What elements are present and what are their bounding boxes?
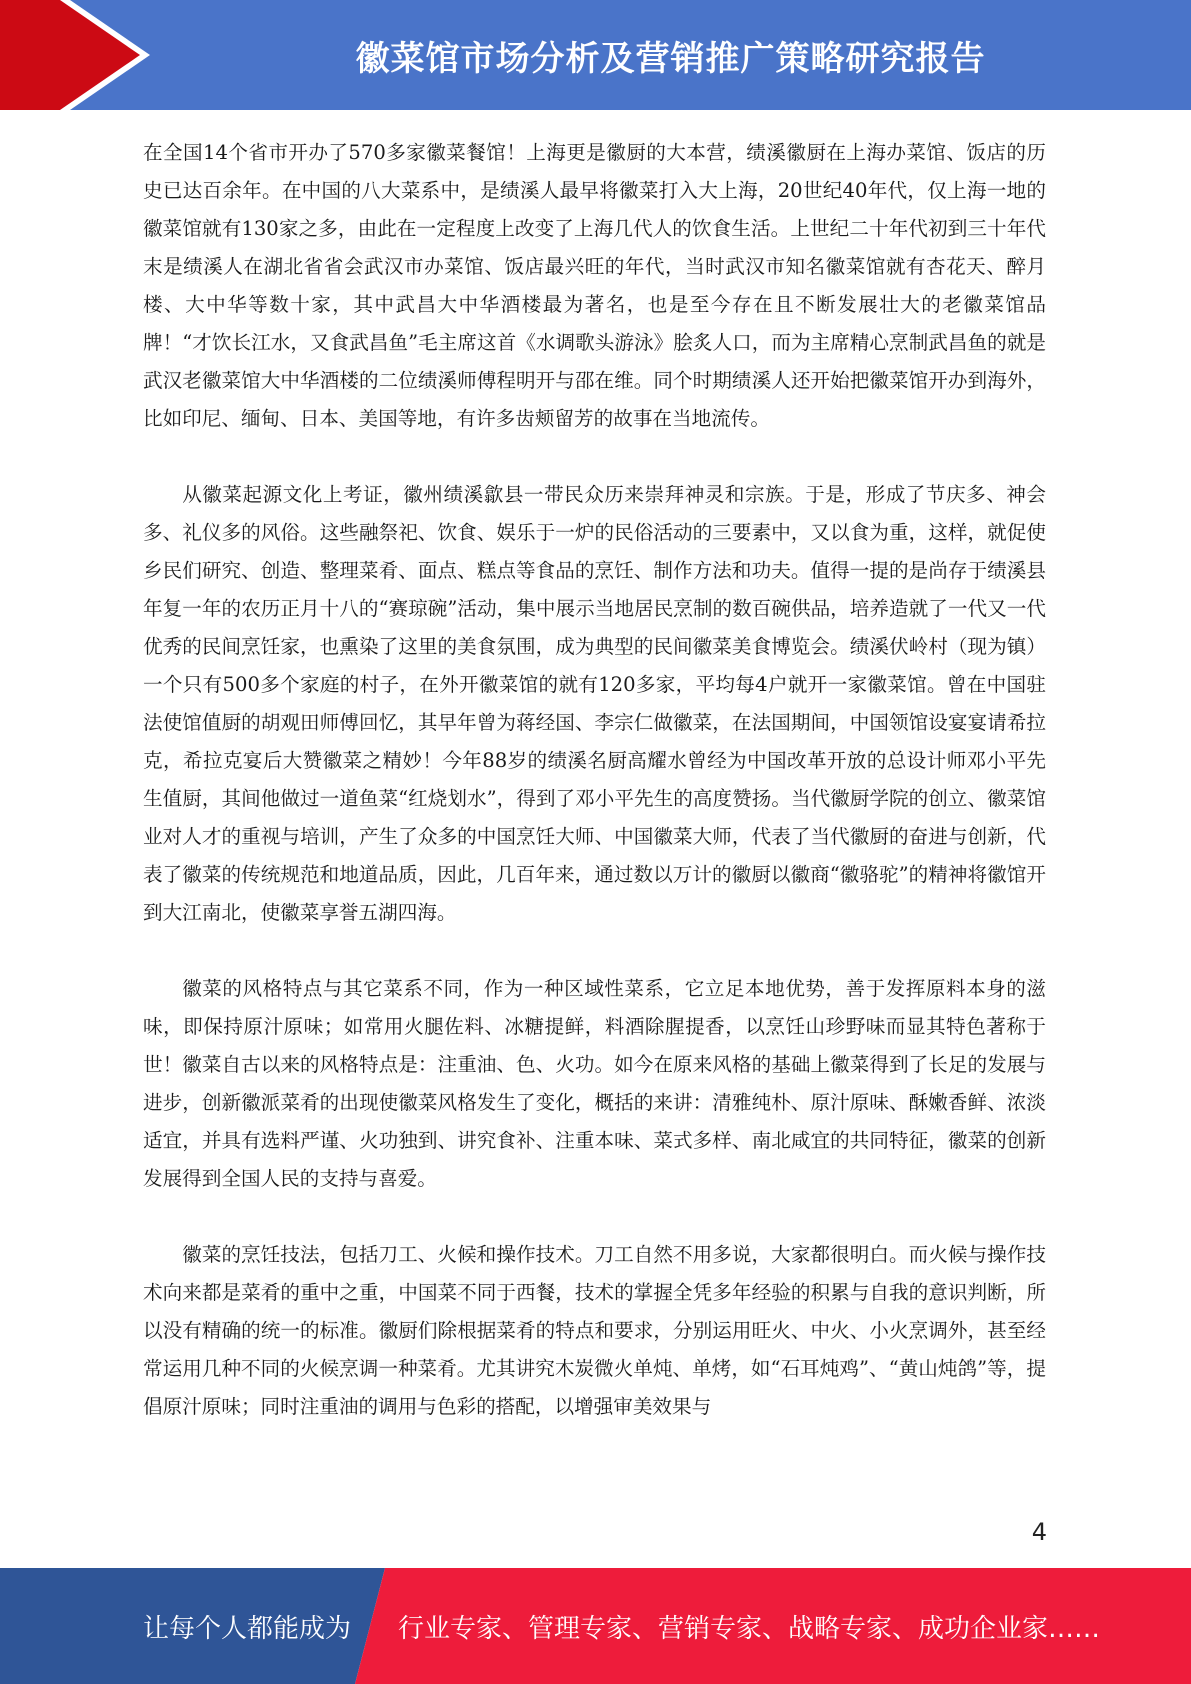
footer-slogan-left: 让每个人都能成为 <box>143 1613 352 1644</box>
report-title: 徽菜馆市场分析及营销推广策略研究报告 <box>355 38 986 79</box>
paragraph-2: 从徽菜起源文化上考证，徽州绩溪歙县一带民众历来崇拜神灵和宗族。于是，形成了节庆多、神会多、礼仪多的风俗。这些融祭祀、饮食、娱乐于一炉的民俗活动的三要素中，又以食为重，这样，就促使乡民们研究、创造、整理菜肴、面点、糕点等食品的烹饪、制作方法和功夫。值得一提的是尚存于绩溪县年复一年的农历正月十八的“赛琼碗”活动，集中展示当地居民烹制的数百碗供品，培养造就了一代又一代优秀的民间烹饪家，也熏染了这里的美食氛围，成为典型的民间徽菜美食博览会。绩溪伏岭村（现为镇）一个只有500多个家庭的村子，在外开徽菜馆的就有120多家，平均每4户就开一家徽菜馆。曾在中国驻法使馆值厨的胡观田师傅回忆，其早年曾为蒋经国、李宗仁做徽菜，在法国期间，中国领馆设宴宴请希拉克，希拉克宴后大赞徽菜之精妙！今年88岁的绩溪名厨高耀水曾经为中国改革开放的总设计师邓小平先生值厨，其间他做过一道鱼菜“红烧划水”，得到了邓小平先生的高度赞扬。当代徽厨学院的创立、徽菜馆业对人才的重视与培训，产生了众多的中国烹饪大师、中国徽菜大师，代表了当代徽厨的奋进与创新，代表了徽菜的传统规范和地道品质，因此，几百年来，通过数以万计的徽厨以徽商“徽骆驼”的精神将徽馆开到大江南北，使徽菜享誉五湖四海。 <box>143 483 1046 924</box>
footer-slogan-right: 行业专家、管理专家、营销专家、战略专家、成功企业家…… <box>398 1613 1101 1644</box>
page-footer <box>0 1568 1191 1684</box>
paragraph-1: 在全国14个省市开办了570多家徽菜餐馆！上海更是徽厨的大本营，绩溪徽厨在上海办菜馆、饭店的历史已达百余年。在中国的八大菜系中，是绩溪人最早将徽菜打入大上海，20世纪40年代，仅上海一地的徽菜馆就有130家之多，由此在一定程度上改变了上海几代人的饮食生活。上世纪二十年代初到三十年代末是绩溪人在湖北省省会武汉市办菜馆、饭店最兴旺的年代，当时武汉市知名徽菜馆就有杏花天、醉月楼、大中华等数十家，其中武昌大中华酒楼最为著名，也是至今存在且不断发展壮大的老徽菜馆品牌！“才饮长江水，又食武昌鱼”毛主席这首《水调歌头游泳》脍炙人口，而为主席精心烹制武昌鱼的就是武汉老徽菜馆大中华酒楼的二位绩溪师傅程明开与邵在维。同个时期绩溪人还开始把徽菜馆开办到海外，比如印尼、缅甸、日本、美国等地，有许多齿颊留芳的故事在当地流传。 <box>143 141 1046 430</box>
arrow-chevron-icon <box>0 0 160 110</box>
page-header <box>0 0 1191 110</box>
page-number: 4 <box>1031 1518 1047 1546</box>
document-body <box>143 134 1046 1426</box>
paragraph-4: 徽菜的烹饪技法，包括刀工、火候和操作技术。刀工自然不用多说，大家都很明白。而火候与操作技术向来都是菜肴的重中之重，中国菜不同于西餐，技术的掌握全凭多年经验的积累与自我的意识判断，所以没有精确的统一的标准。徽厨们除根据菜肴的特点和要求，分别运用旺火、中火、小火烹调外，甚至经常运用几种不同的火候烹调一种菜肴。尤其讲究木炭微火单炖、单烤，如“石耳炖鸡”、“黄山炖鸽”等，提倡原汁原味；同时注重油的调用与色彩的搭配，以增强审美效果与 <box>143 1243 1046 1418</box>
paragraph-3: 徽菜的风格特点与其它菜系不同，作为一种区域性菜系，它立足本地优势，善于发挥原料本身的滋味，即保持原汁原味；如常用火腿佐料、冰糖提鲜，料酒除腥提香，以烹饪山珍野味而显其特色著称于世！徽菜自古以来的风格特点是：注重油、色、火功。如今在原来风格的基础上徽菜得到了长足的发展与进步，创新徽派菜肴的出现使徽菜风格发生了变化，概括的来讲：清雅纯朴、原汁原味、酥嫩香鲜、浓淡适宜，并具有选料严谨、火功独到、讲究食补、注重本味、菜式多样、南北咸宜的共同特征，徽菜的创新发展得到全国人民的支持与喜爱。 <box>143 977 1046 1190</box>
